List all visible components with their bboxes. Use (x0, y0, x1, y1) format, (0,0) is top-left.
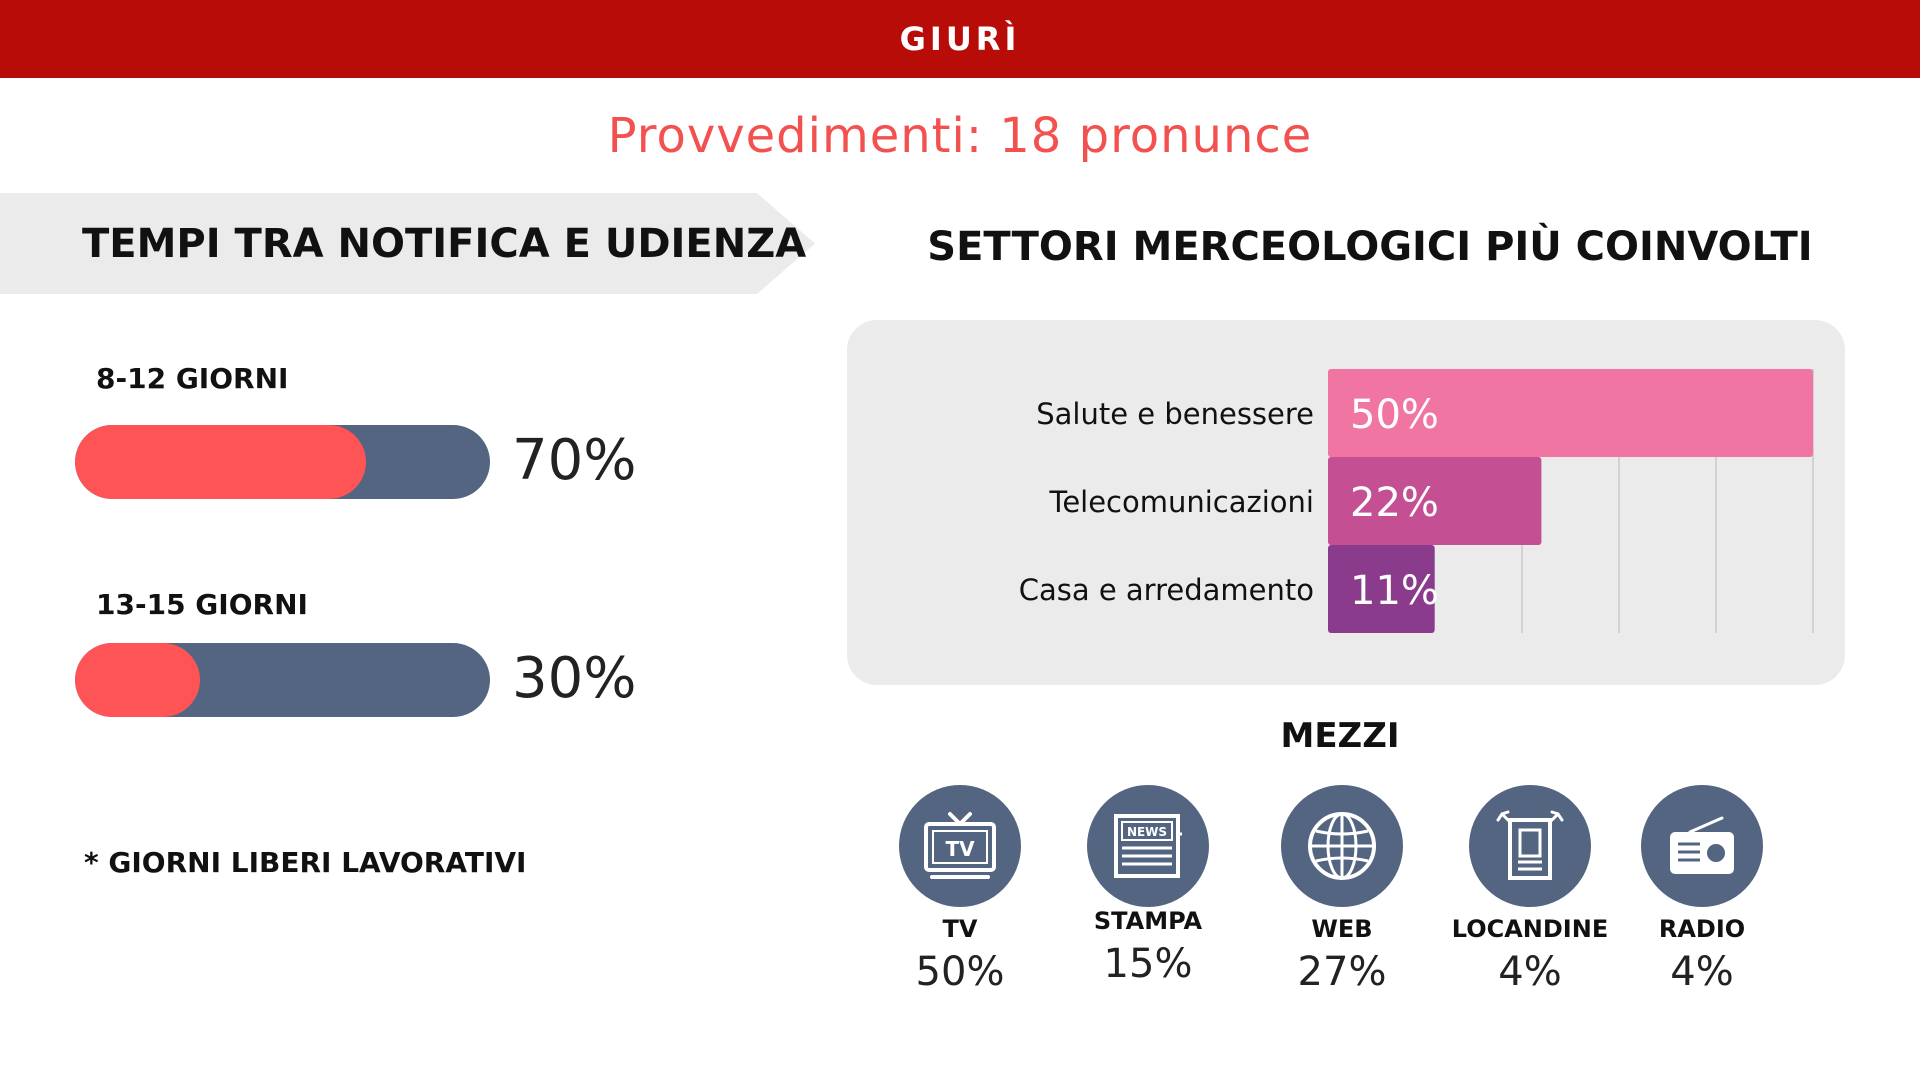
media-pct-web: 27% (1297, 949, 1387, 995)
category-label-3: Casa e arredamento (1018, 573, 1314, 607)
media-item-tv (860, 785, 1060, 995)
time-label-1: 8-12 GIORNI (96, 362, 289, 395)
radio-icon (1660, 804, 1744, 888)
header-title: GIURÌ (899, 20, 1021, 58)
progress-percent-2: 30% (512, 646, 637, 711)
svg-text:TV: TV (945, 837, 975, 861)
media-item-radio (1602, 785, 1802, 995)
time-label-2: 13-15 GIORNI (96, 588, 308, 621)
bar-value-label-1: 50% (1350, 392, 1439, 438)
media-item-web (1242, 785, 1442, 995)
newspaper-icon-circle (1087, 785, 1209, 907)
tempi-title: TEMPI TRA NOTIFICA E UDIENZA (82, 220, 807, 267)
media-name-web: WEB (1311, 915, 1373, 943)
category-label-2: Telecomunicazioni (1049, 485, 1314, 519)
media-item-stampa (1048, 785, 1248, 987)
progress-bar-1 (75, 425, 490, 499)
radio-icon-circle (1641, 785, 1763, 907)
tv-icon (918, 804, 1002, 888)
media-name-locandine: LOCANDINE (1451, 915, 1609, 943)
media-pct-stampa: 15% (1103, 941, 1193, 987)
sectors-title: SETTORI MERCEOLOGICI PIÙ COINVOLTI (927, 224, 1813, 270)
globe-icon (1300, 804, 1384, 888)
category-label-1: Salute e benessere (1036, 397, 1314, 431)
svg-text:NEWS: NEWS (1126, 825, 1168, 839)
header-bar (0, 0, 1920, 78)
media-name-radio: RADIO (1658, 915, 1746, 943)
progress-bar-2 (75, 643, 490, 717)
media-name-stampa: STAMPA (1093, 907, 1203, 935)
progress-percent-1: 70% (512, 428, 637, 493)
progress-fill-1 (75, 425, 366, 499)
poster-icon (1488, 804, 1572, 888)
media-item-locandine (1430, 785, 1630, 995)
footnote: * GIORNI LIBERI LAVORATIVI (84, 846, 527, 879)
progress-fill-2 (75, 643, 200, 717)
subtitle: Provvedimenti: 18 pronunce (607, 108, 1313, 164)
sectors-bar-chart (847, 320, 1845, 685)
media-pct-tv: 50% (915, 949, 1005, 995)
newspaper-icon (1106, 804, 1190, 888)
bar-value-label-2: 22% (1350, 480, 1439, 526)
globe-icon-circle (1281, 785, 1403, 907)
tv-icon-circle (899, 785, 1021, 907)
media-pct-radio: 4% (1670, 949, 1734, 995)
media-pct-locandine: 4% (1498, 949, 1562, 995)
media-name-tv: TV (942, 915, 978, 943)
media-title: MEZZI (1280, 716, 1400, 756)
bar-value-label-3: 11% (1350, 568, 1439, 614)
poster-icon-circle (1469, 785, 1591, 907)
